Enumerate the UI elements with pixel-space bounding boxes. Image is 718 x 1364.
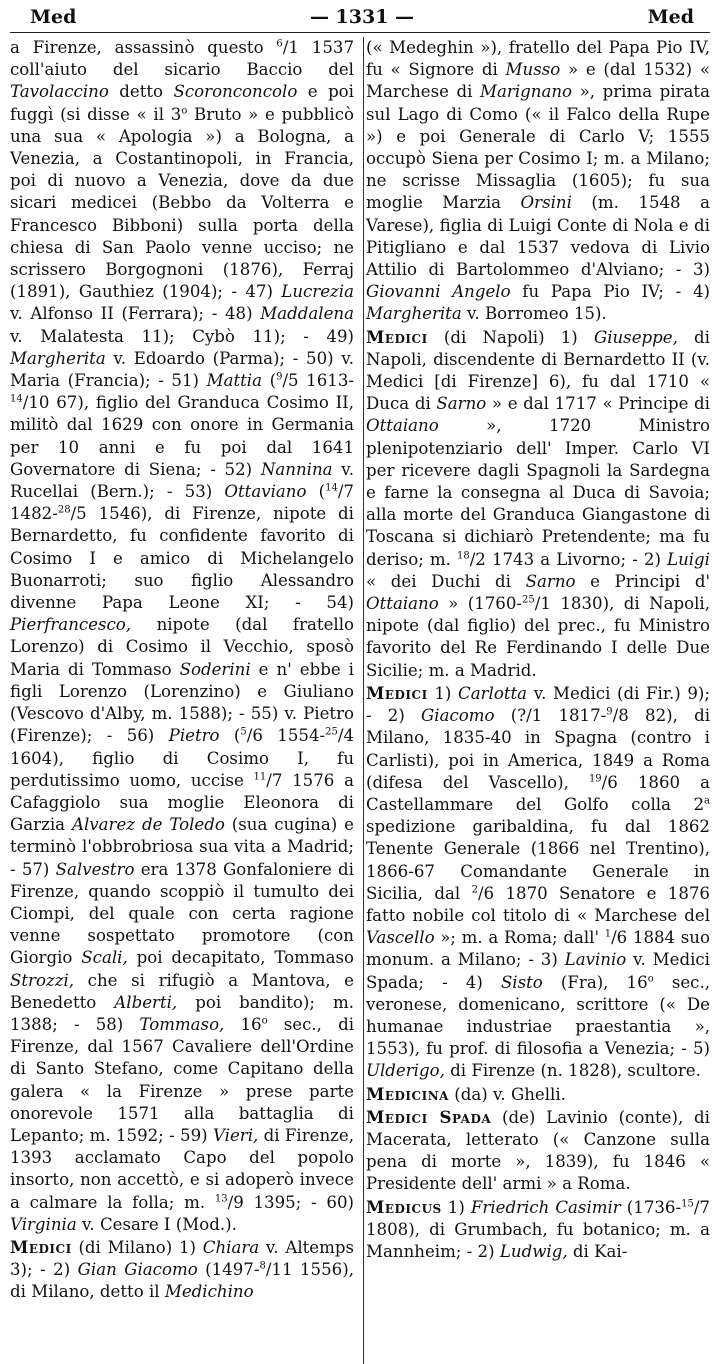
italic-name: Scali,	[81, 948, 128, 968]
italic-name: Virginia	[10, 1214, 77, 1234]
entry-medicus: Medicus 1) Friedrich Casimir (1736-$^{15}$/7 1808), di Grumbach, fu botanico; m. a Mannheim; - 2) Ludwig, di Kai-	[366, 1196, 710, 1261]
italic-name: Gian Giacomo	[77, 1260, 198, 1280]
italic-name: Pietro	[168, 726, 220, 746]
italic-name: Luigi	[667, 549, 710, 569]
superscript: o	[261, 1015, 268, 1027]
superscript: 9	[606, 706, 613, 718]
superscript: 5	[240, 726, 247, 738]
superscript: 13	[214, 1193, 228, 1205]
italic-name: Ulderigo,	[366, 1061, 445, 1081]
italic-name: Ottaviano	[224, 482, 307, 502]
italic-name: Nannina	[260, 459, 333, 479]
italic-name: Musso	[505, 60, 561, 80]
entry-medicina: Medicina (da) v. Ghelli.	[366, 1083, 566, 1104]
italic-name: Ottaiano	[366, 594, 439, 614]
superscript: 18	[456, 550, 470, 562]
header-right-word: Med	[647, 6, 694, 28]
headword: Medicina	[366, 1083, 449, 1104]
entry-medici: Medici 1) Carlotta v. Medici (di Fir.) 9); - 2) Giacomo (?/1 1817-$^9$/8 82), di Milano, 1835-40 in Spagna (contro i Carlisti), poi in America, 1849 a Roma (difesa del Vascello), $^{19}$/6 1860 a Castellammare del Golfo colla 2$^a$ spedizione garibaldina, fu dal 1862 Tenente Generale (1866 nel Trentino), 1866-67 Comandante Generale in Sicilia, dal $^2$/6 1870 Senatore e 1876 fatto nobile col titolo di « Marchese del Vascello »; m. a Roma; dall' $^1$/6 1884 suo monum. a Milano; - 3) Lavinio v. Medici Spada; - 4) Sisto (Fra), 16$^o$ sec., veronese, domenicano, scrittore (« De humanae industriae praestantia », 1553), fu prof. di filosofia a Venezia; - 5) Ulderigo, di Firenze (n. 1828), scultore.	[366, 682, 711, 1081]
superscript: 1	[604, 928, 612, 940]
italic-name: Tommaso,	[139, 1014, 225, 1034]
italic-name: Tavolaccino	[10, 82, 109, 102]
italic-name: Margherita	[10, 348, 106, 368]
superscript: 19	[588, 773, 602, 785]
italic-name: Lucrezia	[281, 282, 354, 302]
superscript: 2	[471, 884, 478, 896]
entry-medici-milano: Medici (di Milano) 1) Chiara v. Altemps 3); - 2) Gian Giacomo (1497-$^8$/11 1556), di Milano, detto il Medichino	[10, 1236, 355, 1302]
superscript: 14	[325, 482, 338, 494]
italic-name: Giuseppe,	[593, 327, 678, 347]
headword: Medici	[366, 326, 428, 347]
italic-name: Mattia	[206, 371, 262, 391]
entry-medici-spada: Medici Spada (de) Lavinio (conte), di Macerata, letterato (« Canzone sulla pena di morte », 1839), fu 1846 « Presidente dell' armi » a Roma.	[366, 1106, 710, 1194]
italic-name: Friedrich Casimir	[470, 1197, 621, 1217]
italic-name: Alvarez de Toledo	[71, 815, 225, 835]
italic-name: Vieri,	[212, 1125, 259, 1145]
italic-name: Sarno	[436, 394, 487, 414]
italic-name: Vascello	[366, 928, 435, 948]
running-header	[10, 6, 710, 33]
italic-name: Medichino	[164, 1282, 254, 1302]
superscript: 9	[276, 371, 283, 383]
italic-name: Strozzi,	[10, 970, 75, 990]
italic-name: Sisto	[500, 972, 543, 992]
italic-name: Chiara	[202, 1237, 260, 1257]
italic-name: Sarno	[525, 571, 576, 591]
entry-medici-napoli: Medici (di Napoli) 1) Giuseppe, di Napoli, discendente di Bernardetto II (v. Medici [di Firenze] 6), fu dal 1710 « Duca di Sarno » e dal 1717 « Principe di Ottaiano », 1720 Ministro plenipotenziario dell' Imper. Carlo VI per ricevere dagli Spagnoli la Sardegna e farne la consegna al Duca di Savoia; alla morte del Granduca Giangastone di Toscana si dichiarò Pretendente; ma fu deriso; m. $^{18}$/2 1743 a Livorno; - 2) Luigi « dei Duchi di Sarno e Principi d' Ottaiano » (1760-$^{25}$/1 1830), di Napoli, nipote (dal figlio) del prec., fu Ministro favorito del Re Ferdinando I delle Due Sicilie; m. a Madrid.	[366, 326, 711, 680]
superscript: 25	[325, 726, 338, 738]
italic-name: Lavinio	[564, 950, 627, 970]
superscript: 28	[57, 504, 71, 516]
italic-name: Ottaiano	[366, 416, 439, 436]
header-left-word: Med	[30, 6, 77, 28]
superscript: o	[647, 973, 654, 984]
column-divider	[363, 37, 364, 1364]
italic-name: Scoronconcolo	[173, 82, 298, 102]
italic-name: Orsini	[520, 193, 572, 213]
headword: Medici	[10, 1236, 72, 1257]
italic-name: Ludwig,	[499, 1241, 568, 1261]
headword: Medicus	[366, 1196, 442, 1217]
superscript: 8	[259, 1260, 266, 1272]
italic-name: Soderini	[179, 659, 251, 679]
two-column-body	[10, 37, 710, 1304]
superscript: 25	[522, 594, 535, 606]
superscript: 6	[276, 38, 283, 50]
italic-name: Giovanni Angelo	[366, 282, 511, 302]
italic-name: Giacomo	[421, 706, 495, 726]
superscript: a	[704, 795, 710, 807]
superscript: 11	[253, 771, 267, 783]
entry-medici-milano-cont: (« Medeghin »), fratello del Papa Pio IV, fu « Signore di Musso » e (dal 1532) « Marchese di Marignano », prima pirata sul Lago di Como (« il Falco della Rupe ») e poi Generale di Carlo V; 1555 occupò Siena per Cosimo I; m. a Milano; ne scrisse Missaglia (1605); fu sua moglie Marzia Orsini (m. 1548 a Varese), figlia di Luigi Conte di Nola e di Pitigliano e dal 1537 vedova di Livio Attilio di Bartolommeo d'Alviano; - 3) Giovanni Angelo fu Papa Pio IV; - 4) Margherita v. Borromeo 15).	[366, 38, 711, 324]
italic-name: Margherita	[366, 304, 462, 324]
headword: Medici Spada	[366, 1106, 492, 1127]
left-column	[10, 37, 354, 1304]
page-number: — 1331 —	[309, 6, 415, 28]
italic-name: Marignano	[480, 82, 573, 102]
headword: Medici	[366, 682, 428, 703]
italic-name: Alberti,	[114, 992, 178, 1012]
superscript: o	[181, 105, 188, 117]
italic-name: Carlotta	[458, 683, 528, 703]
superscript: 14	[10, 393, 23, 405]
entry-medici-firenze-cont: a Firenze, assassinò questo $^6$/1 1537 coll'aiuto del sicario Baccio del Tavolaccino detto Scoronconcolo e poi fuggì (si disse « il 3$^o$ Bruto » e pubblicò una sua « Apologia ») a Bologna, a Venezia, a Costantinopoli, in Francia, poi di nuovo a Venezia, dove da due sicari medicei (Bebbo da Volterra e Francesco Bibboni) sulla porta della chiesa di San Paolo venne ucciso; ne scrissero Borgognoni (1876), Ferraj (1891), Gauthiez (1904); - 47) Lucrezia v. Alfonso II (Ferrara); - 48) Maddalena v. Malatesta 11); Cybò 11); - 49) Margherita v. Edoardo (Parma); - 50) v. Maria (Francia); - 51) Mattia ($^9$/5 1613-$^{14}$/10 67), figlio del Granduca Cosimo II, militò dal 1629 con onore in Germania per 10 anni e fu poi dal 1641 Governatore di Siena; - 52) Nannina v. Rucellai (Bern.); - 53) Ottaviano ($^{14}$/7 1482-$^{28}$/5 1546), di Firenze, nipote di Bernardetto, fu confidente favorito di Cosimo I e amico di Michelangelo Buonarroti; suo figlio Alessandro divenne Papa Leone XI; - 54) Pierfrancesco, nipote (dal fratello Lorenzo) di Cosimo il Vecchio, sposò Maria di Tommaso Soderini e n' ebbe i figli Lorenzo (Lorenzino) e Giuliano (Vescovo d'Alby, m. 1588); - 55) v. Pietro (Firenze); - 56) Pietro ($^5$/6 1554-$^{25}$/4 1604), figlio di Cosimo I, fu perdutissimo uomo, uccise $^{11}$/7 1576 a Cafaggiolo sua moglie Eleonora di Garzia Alvarez de Toledo (sua cugina) e terminò l'obbrobriosa sua vita a Madrid; - 57) Salvestro era 1378 Gonfaloniere di Firenze, quando scoppiò il tumulto dei Ciompi, del quale con certa ragione venne sospettato promotore (con Giorgio Scali, poi decapitato, Tommaso Strozzi, che si rifugiò a Mantova, e Benedetto Alberti, poi bandito); m. 1388; - 58) Tommaso, 16$^o$ sec., di Firenze, dal 1567 Cavaliere dell'Ordine di Santo Stefano, come Capitano della galera « la Firenze » prese parte onorevole 1571 alla battaglia di Lepanto; m. 1592; - 59) Vieri, di Firenze, 1393 acclamato Capo del popolo insorto, non accettò, e si adoperò invece a calmare la folla; m. $^{13}$/9 1395; - 60) Virginia v. Cesare I (Mod.).	[10, 38, 355, 1234]
superscript: 15	[681, 1198, 694, 1210]
right-column	[366, 37, 710, 1304]
italic-name: Pierfrancesco,	[10, 615, 132, 635]
italic-name: Maddalena	[260, 304, 354, 324]
italic-name: Salvestro	[55, 859, 135, 879]
